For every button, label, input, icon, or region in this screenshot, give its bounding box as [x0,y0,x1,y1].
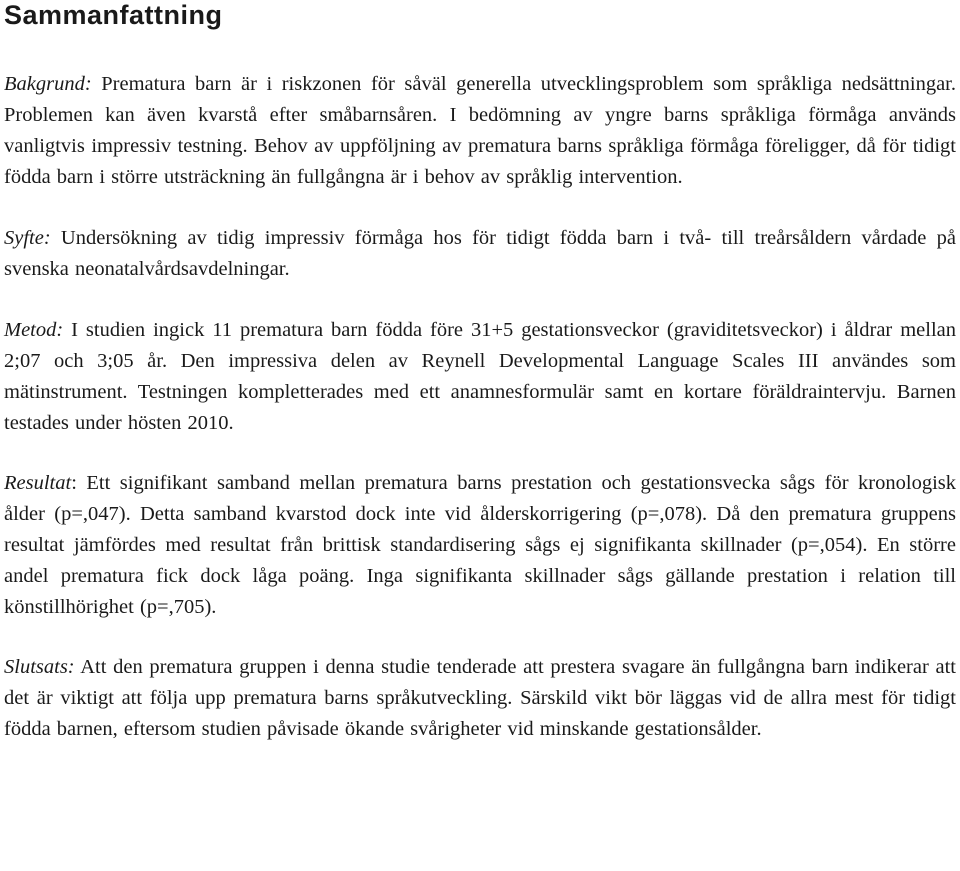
section-label-metod: Metod: [4,319,64,341]
section-text-syfte: Undersökning av tidig impressiv förmåga hos för tidigt födda barn i två- till treårsåldern vårdade på svenska neonatalvårdsavdelningar. [4,227,956,280]
section-text-metod: I studien ingick 11 prematura barn födda före 31+5 gestationsveckor (graviditetsveckor) i åldrar mellan 2;07 och 3;05 år. Den impressiva delen av Reynell Developmental Language Scales III användes som mätinstrument. Testningen kompletterades med ett anamnesformulär samt en kortare föräldraintervju. Barnen testades under hösten 2010. [4,319,956,434]
section-bakgrund [4,69,956,193]
section-label-resultat: Resultat [4,472,72,494]
page-title: Sammanfattning [4,0,223,30]
section-label-slutsats: Slutsats: [4,656,75,678]
section-slutsats [4,652,956,745]
section-label-bakgrund: Bakgrund: [4,73,92,95]
section-label-syfte: Syfte: [4,227,51,249]
section-syfte [4,223,956,285]
section-text-bakgrund: Prematura barn är i riskzonen för såväl generella utvecklingsproblem som språkliga nedsättningar. Problemen kan även kvarstå efter småbarnsåren. I bedömning av yngre barns språkliga förmåga används vanligtvis impressiv testning. Behov av uppföljning av prematura barns språkliga förmåga föreligger, då för tidigt födda barn i större utsträckning än fullgångna är i behov av språklig intervention. [4,73,956,188]
section-text-resultat: : Ett signifikant samband mellan prematura barns prestation och gestationsvecka sågs för kronologisk ålder (p=,047). Detta samband kvarstod dock inte vid ålderskorrigering (p=,078). Då den prematura gruppens resultat jämfördes med resultat från brittisk standardisering sågs ej signifikanta skillnader (p=,054). En större andel prematura fick dock låga poäng. Inga signifikanta skillnader sågs gällande prestation i relation till könstillhörighet (p=,705). [4,472,956,618]
section-text-slutsats: Att den prematura gruppen i denna studie tenderade att prestera svagare än fullgångna barn indikerar att det är viktigt att följa upp prematura barns språkutveckling. Särskild vikt bör läggas vid de allra mest för tidigt födda barnen, eftersom studien påvisade ökande svårigheter vid minskande gestationsålder. [4,656,956,740]
section-resultat [4,468,956,623]
section-metod [4,315,956,439]
